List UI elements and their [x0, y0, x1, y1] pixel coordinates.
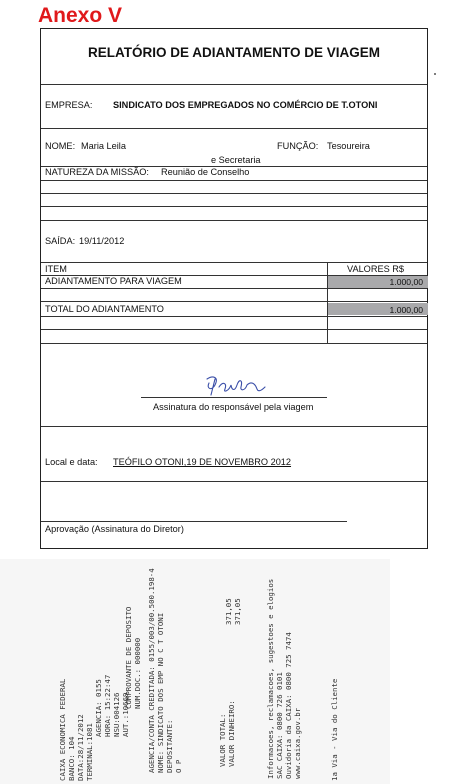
divider — [41, 206, 427, 207]
divider — [41, 288, 427, 289]
items-col-item: ITEM — [45, 264, 67, 274]
signature-line — [141, 397, 327, 398]
signature-caption: Assinatura do responsável pela viagem — [153, 402, 314, 412]
place-date-value: TEÓFILO OTONI,19 DE NOVEMBRO 2012 — [113, 457, 292, 467]
receipt-col-1: CAIXA ECONOMICA FEDERAL BANCO: 104 DATA:28/11/2012 TERMINAL:1081 — [58, 678, 94, 781]
mission-value: Reunião de Conselho — [161, 167, 250, 177]
approval-line — [41, 521, 347, 522]
role-label: FUNÇÃO: — [277, 141, 319, 151]
receipt-col-5: VALOR TOTAL: VALOR DINHEIRO: — [218, 700, 236, 767]
items-col-values: VALORES R$ — [347, 264, 405, 274]
divider — [41, 329, 427, 330]
place-date-label: Local e data: — [45, 457, 98, 467]
divider — [41, 301, 427, 302]
company-label: EMPRESA: — [45, 100, 93, 110]
total-value: 1.000,00 — [389, 305, 423, 315]
receipt-col-3: COMPROVANTE DE DEPOSITO NUM.DOC.: 000000 — [124, 606, 142, 709]
divider — [41, 193, 427, 194]
divider — [41, 481, 427, 482]
total-label: TOTAL DO ADIANTAMENTO — [45, 304, 164, 314]
divider — [41, 343, 427, 344]
deposit-receipt — [0, 559, 390, 784]
company-value: SINDICATO DOS EMPREGADOS NO COMÉRCIO DE T.OTONI — [113, 100, 378, 110]
receipt-col-2: AGENCIA: 0155 HORA: 15:22:47 NSU:004126 AUT.:10669 — [94, 674, 130, 737]
divider — [41, 84, 427, 85]
role-value-cont: e Secretaria — [211, 155, 261, 165]
divider — [41, 220, 427, 221]
divider — [41, 316, 427, 317]
signature-handwritten — [201, 373, 273, 397]
items-row-value: 1.000,00 — [389, 277, 423, 287]
speck — [434, 73, 436, 75]
mission-label: NATUREZA DA MISSÃO: — [45, 167, 149, 177]
divider — [41, 426, 427, 427]
name-value: Maria Leila — [81, 141, 126, 151]
departure-label: SAÍDA: — [45, 236, 76, 246]
report-title: RELATÓRIO DE ADIANTAMENTO DE VIAGEM — [87, 45, 380, 60]
divider — [41, 180, 427, 181]
receipt-col-8: 1a Via - Via do Cliente — [330, 678, 339, 781]
receipt-col-4: AGENCIA/CONTA CREDITADA: 0155/003/00.500.198-4 NOME: SINDICATO DOS EMP NO C T OTONI DEPOSITANTE: O P — [147, 568, 183, 773]
receipt-col-7: Informacoes, reclamacoes, sugestoes e elogios SAC CAIXA: 0800 726 0101 Ouvidoria da CAIXA: 0800 725 7474 www.caixa.gov.br — [266, 578, 302, 779]
divider — [41, 128, 427, 129]
receipt-col-6: 371,05 371,05 — [224, 598, 242, 625]
approval-label: Aprovação (Assinatura do Diretor) — [45, 524, 184, 534]
divider — [41, 262, 427, 263]
role-value: Tesoureira — [327, 141, 370, 151]
name-label: NOME: — [45, 141, 76, 151]
travel-advance-form — [40, 28, 428, 549]
annex-title: Anexo V — [38, 4, 123, 27]
departure-value: 19/11/2012 — [79, 236, 125, 246]
items-row-label: ADIANTAMENTO PARA VIAGEM — [45, 276, 182, 286]
